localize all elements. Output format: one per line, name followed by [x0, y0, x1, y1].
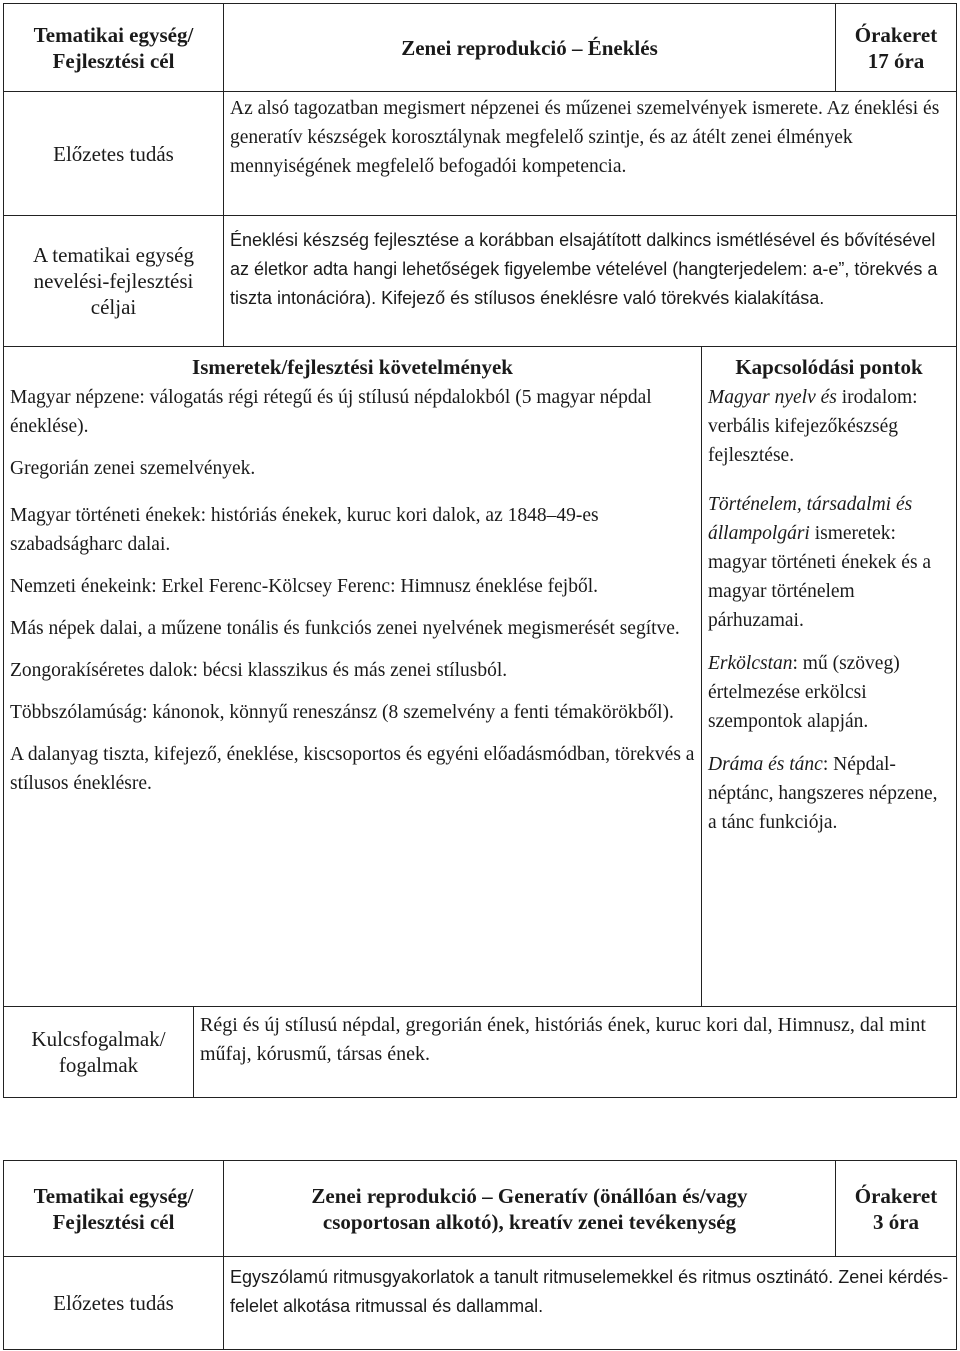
table1-header-row [4, 4, 956, 92]
connections-list [702, 383, 956, 853]
requirement-item: Többszólamúság: kánonok, könnyű reneszánsz (8 szemelvény a fenti témakörökből). [10, 702, 674, 723]
requirement-item: A dalanyag tiszta, kifejező, éneklése, kiscsoportos és egyéni előadásmódban, törekvés a stílusos éneklésre. [10, 744, 695, 794]
header-right [836, 1161, 956, 1256]
goals-text-b: Kifejező és stílusos éneklésre való törekvés kialakítása. [376, 288, 825, 308]
requirement-item: Magyar történeti énekek: históriás énekek, kuruc kori dalok, az 1848–49-es szabadságharc dalai. [10, 505, 599, 555]
hours-label: Órakeret [854, 22, 938, 47]
header-left-line2: Fejlesztési cél [52, 48, 175, 73]
curriculum-table-singing [3, 3, 957, 1098]
goals-text [224, 216, 956, 346]
connection-item: Történelem, társadalmi és állampolgári ismeretek: magyar történeti énekek és a magyar történelem párhuzamai. [708, 494, 932, 631]
connections-column [702, 347, 956, 1006]
requirement-item: Magyar népzene: válogatás régi rétegű és új stílusú népdalokból (5 magyar népdal éneklése). [10, 387, 652, 437]
unit-title: Zenei reprodukció – Éneklés [401, 35, 658, 60]
hours-value: 17 óra [867, 48, 925, 73]
keywords-label: Kulcsfogalmak/ fogalmak [4, 1007, 194, 1097]
goals-row [4, 216, 956, 347]
prior-knowledge-label: Előzetes tudás [4, 1257, 224, 1349]
prior-knowledge-row [4, 1257, 956, 1349]
connections-heading: Kapcsolódási pontok [735, 355, 923, 379]
requirements-column [4, 347, 702, 1006]
hours-value: 3 óra [872, 1209, 920, 1234]
prior-knowledge-text: Egyszólamú ritmusgyakorlatok a tanult ritmuselemekkel és ritmus osztinátó. Zenei kérdés-felelet alkotása ritmussal és dallammal. [230, 1267, 949, 1316]
table2-header-row [4, 1161, 956, 1257]
keywords-row [4, 1007, 956, 1097]
hours-label: Órakeret [854, 1183, 938, 1208]
header-left-line1: Tematikai egység/ [33, 22, 194, 47]
goals-text-a: Éneklési készség fejlesztése a korábban elsajátított dalkincs ismétlésével és bővítésével az életkor adta hangi lehetőségek figyelembe vételével (hangterjedelem: a-e”, törekvés a tiszta intonációra). [230, 230, 938, 308]
curriculum-table-generative [3, 1160, 957, 1350]
requirement-item: Más népek dalai, a műzene tonális és funkciós zenei nyelvének megismerését segítve. [10, 618, 680, 639]
requirement-item: Gregorián zenei szemelvények. [10, 458, 256, 479]
requirements-heading: Ismeretek/fejlesztési követelmények [192, 355, 513, 379]
header-title [224, 4, 836, 91]
connection-item: Magyar nyelv és irodalom: verbális kifejezőkészség fejlesztése. [708, 387, 918, 466]
connection-item: Dráma és tánc: Népdal-néptánc, hangszeres népzene, a tánc funkciója. [708, 754, 938, 833]
prior-knowledge-label: Előzetes tudás [4, 92, 224, 215]
prior-knowledge-text: Az alsó tagozatban megismert népzenei és műzenei szemelvények ismerete. Az éneklési és generatív készségek korosztálynak megfelelő szintje, és az átélt zenei élmények mennyiségének megfelelő befogadói kompetencia. [230, 98, 940, 177]
header-title: Zenei reprodukció – Generatív (önállóan és/vagy csoportosan alkotó), kreatív zenei tevékenység [224, 1161, 836, 1256]
prior-knowledge-row [4, 92, 956, 216]
header-left [4, 4, 224, 91]
header-right [836, 4, 956, 91]
keywords-text: Régi és új stílusú népdal, gregorián ének, históriás ének, kuruc kori dal, Himnusz, dal mint műfaj, kórusmű, társas ének. [200, 1014, 926, 1065]
goals-label: A tematikai egység nevelési-fejlesztési céljai [4, 216, 224, 346]
requirements-row [4, 347, 956, 1007]
requirement-item: Nemzeti énekeink: Erkel Ferenc-Kölcsey Ferenc: Himnusz éneklése fejből. [10, 576, 599, 597]
requirements-list [4, 383, 701, 813]
header-left: Tematikai egység/ Fejlesztési cél [4, 1161, 224, 1256]
connection-item: Erkölcstan: mű (szöveg) értelmezése erkölcsi szempontok alapján. [708, 653, 900, 732]
requirement-item: Zongorakíséretes dalok: bécsi klasszikus és más zenei stílusból. [10, 660, 508, 681]
